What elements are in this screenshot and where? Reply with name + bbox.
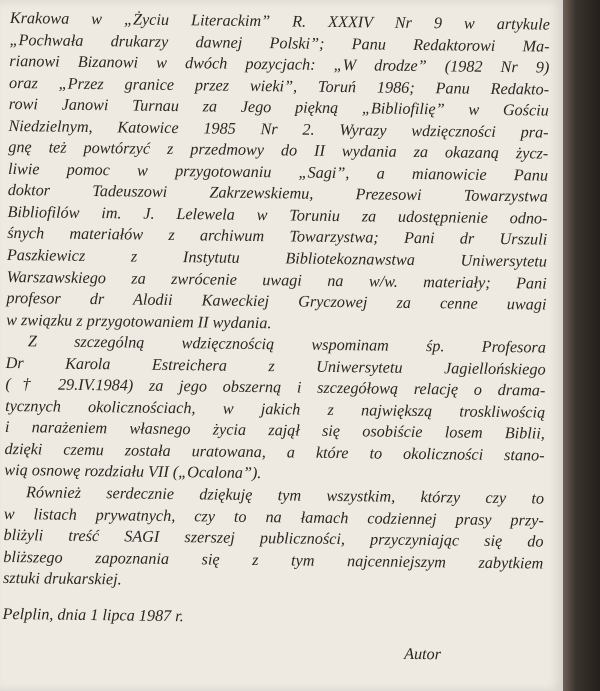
text-line: Z szczególną wdzięcznością wspominam śp. Profesora [27, 332, 546, 357]
text-line: Krakowa w „Życiu Literackim” R. XXXIV Nr 9 w artykule [9, 8, 550, 34]
text-line: „Pochwała drukarzy dawnej Polski”; Panu Redaktorowi Ma- [9, 30, 550, 56]
text-line: oraz „Przez granice przez wieki”, Toruń 1986; Panu Redakto- [8, 73, 550, 99]
text-line: w związku z przygotowaniem II wydania. [6, 310, 272, 332]
text-line: Bibliofilów im. J. Lelewela w Toruniu za udostępnienie odno- [7, 202, 548, 228]
text-line: dzięki czemu została uratowana, a które to okoliczności stano- [4, 439, 545, 465]
text-line: Dr Karola Estreichera z Uniwersytetu Jagiellońskiego [5, 353, 546, 379]
text-line: Niedzielnym, Katowice 1985 Nr 2. Wyrazy wdzięczności pra- [8, 116, 549, 142]
text-line: i narażeniem własnego życia zajął się osobiście losem Biblii, [4, 418, 545, 443]
text-line: († 29.IV.1984) za jego obszerną i szczegółową relację o drama- [5, 375, 546, 400]
text-line: liwie pomoc w przygotowaniu „Sagi”, a mianowicie Panu [7, 159, 549, 185]
text-line: bliższego zapoznania się z tym najcenniejszym zabytkiem [3, 547, 544, 573]
text-line: profesor dr Alodii Kaweckiej Gryczowej za cenne uwagi [6, 289, 547, 314]
text-line: gnę też powtórzyć z przedmowy do II wydania za okazaną życz- [8, 138, 549, 163]
text-line: sztuki drukarskiej. [2, 569, 122, 589]
text-line: rowi Janowi Turnau za Jego piękną „Bibliofilię” w Gościu [8, 95, 549, 120]
paragraph-thanks-readers [3, 482, 544, 596]
text-line: bliżyli treść SAGI szerszej publiczności, przyczyniając się do [3, 526, 544, 551]
text-line: Paszkiewicz z Instytutu Bibliotekoznawstwa Uniwersytetu [6, 245, 548, 271]
signature: Autor [404, 645, 442, 664]
text-line: Również serdecznie dziękuję tym wszystkim, którzy czy to [25, 483, 545, 508]
text-line: doktor Tadeuszowi Zakrzewskiemu, Prezesowi Towarzystwa [7, 181, 548, 206]
place-date: Pelplin, dnia 1 lipca 1987 r. [2, 604, 184, 625]
paragraph-estreicher [4, 331, 546, 488]
page-edge-shadow [563, 0, 600, 691]
text-line: wią osnowę rozdziału VII („Ocalona”). [4, 461, 262, 483]
page-text [2, 8, 550, 667]
text-line: Warszawskiego za zwrócenie uwagi na w/w. materiały; Pani [6, 267, 547, 293]
text-line: w listach prywatnych, czy to na łamach codziennej prasy przy- [3, 504, 544, 530]
text-line: tycznych okolicznościach, w jakich z największą troskliwością [5, 396, 546, 422]
text-line: śnych materiałów z archiwum Towarzystwa; Pani dr Urszuli [7, 224, 548, 250]
paragraph-acknowledgements-1 [6, 8, 550, 338]
text-line: rianowi Bizanowi w dwóch pozycjach: „W drodze” (1982 Nr 9) [9, 52, 550, 77]
